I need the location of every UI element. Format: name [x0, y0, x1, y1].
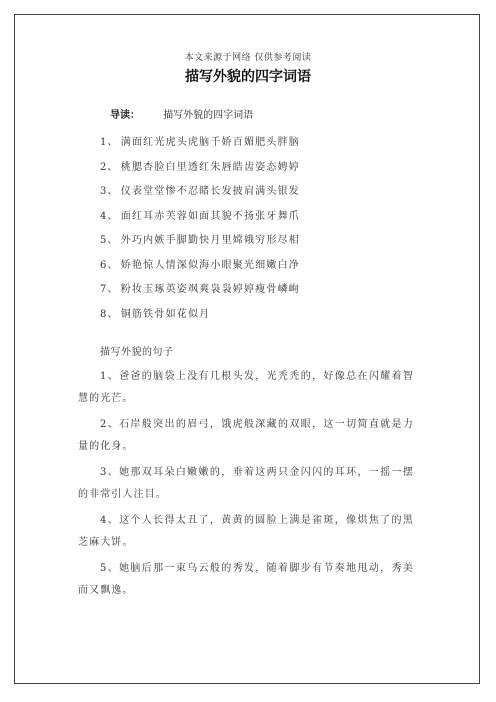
paragraph: 4、这个人长得太丑了，黄黄的圆脸上满是雀斑，像烘焦了的黑芝麻大饼。 [78, 515, 414, 548]
document-title: 描写外貌的四字词语 [185, 69, 311, 85]
list-item-text: 桃腮杏脸白里透红朱唇皓齿姿态娉婷 [120, 161, 300, 173]
list-item [100, 207, 300, 232]
guide-text: 描写外貌的四字词语 [163, 110, 254, 121]
paragraph: 3、她那双耳朵白嫩嫩的，垂着这两只金闪闪的耳环，一摇一摆的非常引人注目。 [78, 467, 414, 500]
list-item-number: 6、 [100, 259, 119, 271]
list-item-text: 娇艳惊人情深似海小眼聚光细嫩白净 [120, 259, 300, 271]
list-item [100, 305, 300, 330]
guide-label: 导读： [110, 110, 140, 121]
list-item [100, 133, 300, 158]
sentence-paragraphs [78, 366, 414, 606]
list-item-number: 3、 [100, 186, 119, 197]
list-item [100, 231, 300, 256]
source-note: 本文来源于网络 仅供参考阅读 [184, 53, 312, 63]
list-item-text: 铜筋铁骨如花似月 [120, 308, 211, 320]
paragraph: 2、石岸般突出的眉弓，饿虎般深藏的双眼，这一切简直就是力量的化身。 [78, 419, 414, 452]
paragraph: 1、爸爸的脑袋上没有几根头发，光秃秃的，好像总在闪耀着智慧的光芒。 [78, 371, 414, 404]
list-item [100, 158, 300, 183]
list-item-text: 仪表堂堂惨不忍睹长发披肩满头银发 [120, 186, 300, 197]
list-item-number: 7、 [100, 284, 119, 295]
list-item [100, 280, 300, 305]
list-item-number: 2、 [100, 161, 119, 173]
list-item-text: 面红耳赤芙蓉如面其貌不扬张牙舞爪 [120, 210, 300, 222]
list-item-number: 8、 [100, 308, 119, 320]
list-item-number: 5、 [100, 235, 119, 246]
list-item [100, 182, 300, 207]
list-item-text: 满面红光虎头虎脑千娇百媚肥头胖脑 [120, 137, 300, 148]
paragraph: 5、她脑后那一束乌云般的秀发，随着脚步有节奏地甩动，秀美而又飘逸。 [78, 563, 414, 596]
guide-line [110, 106, 253, 121]
list-item-text: 粉妆玉琢英姿飒爽袅袅婷婷瘦骨嶙峋 [120, 284, 300, 295]
list-item-number: 4、 [100, 210, 119, 222]
list-item-text: 外巧内嫉手脚勤快月里嫦娥穷形尽相 [120, 235, 300, 246]
section-heading: 描写外貌的句子 [100, 347, 174, 358]
idiom-list [100, 133, 300, 329]
list-item [100, 256, 300, 281]
list-item-number: 1、 [100, 137, 119, 148]
